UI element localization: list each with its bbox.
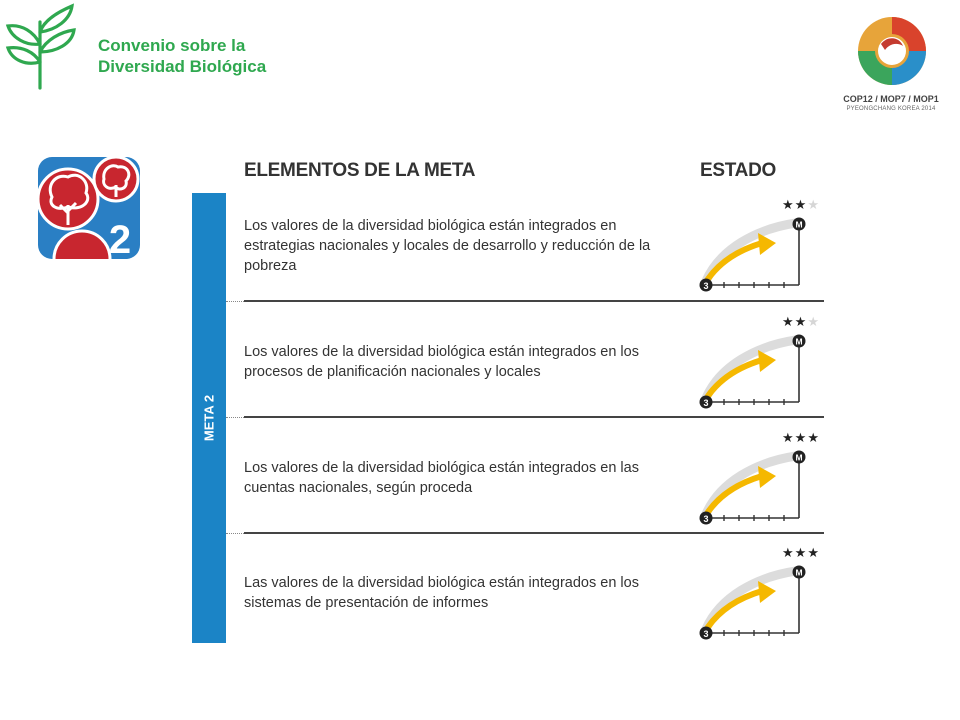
row-separator [244,300,824,302]
tree-badge-icon [38,157,140,259]
star-icon: ★ [782,545,795,560]
star-icon: ★ [807,545,820,560]
progress-arrow-icon [696,197,826,293]
row-separator [244,532,824,534]
scale-end-label: M [795,336,803,347]
row-separator [244,416,824,418]
scale-start-label: 3 [703,629,709,639]
org-name [98,35,266,77]
cbd-leaf-logo-icon [4,2,76,90]
status-gauge-3 [696,430,826,526]
row-2-text: Los valores de la diversidad biológica están integrados en los procesos de planificación nacionales y locales [244,344,639,380]
row-separator-dots [226,533,244,534]
cop-location: PYEONGCHANG KOREA 2014 [846,106,936,112]
scale-start-label: 3 [703,514,709,524]
org-name-line1: Convenio sobre la [98,36,246,55]
scale-start-label: 3 [703,281,709,291]
status-gauge-2 [696,314,826,410]
row-separator-dots [226,301,244,302]
scale-end-label: M [795,219,803,230]
star-icon: ★ [807,197,820,212]
scale-start-label: 3 [703,398,709,408]
row-separator-dots [226,417,244,418]
star-icon: ★ [782,430,795,445]
cop-title: COP12 / MOP7 / MOP1 [843,94,939,104]
star-icon: ★ [794,430,808,445]
star-icon: ★ [807,430,820,445]
column-header-status: ESTADO [700,160,776,181]
star-icon: ★ [794,545,808,560]
star-icon: ★ [782,197,795,212]
cop12-swirl-logo-icon [851,14,933,88]
meta-sidebar-label: META 2 [201,394,217,442]
row-4-text: Las valores de la diversidad biológica están integrados en los sistemas de presentación de informes [244,575,639,611]
star-icon: ★ [807,314,820,329]
progress-arrow-icon [696,314,826,410]
meta-number: 2 [108,218,132,259]
row-1-text: Los valores de la diversidad biológica están integrados en estrategias nacionales y locales de desarrollo y reducción de la pobreza [244,218,651,274]
scale-end-label: M [795,567,803,578]
status-gauge-1 [696,197,826,293]
scale-end-label: M [795,452,803,463]
column-header-elements: ELEMENTOS DE LA META [244,160,476,181]
star-icon: ★ [794,197,808,212]
star-icon: ★ [794,314,808,329]
status-gauge-4 [696,545,826,641]
star-icon: ★ [782,314,795,329]
progress-arrow-icon [696,545,826,641]
row-3-text: Los valores de la diversidad biológica están integrados en las cuentas nacionales, según proceda [244,460,639,496]
org-name-line2: Diversidad Biológica [98,57,267,76]
progress-arrow-icon [696,430,826,526]
